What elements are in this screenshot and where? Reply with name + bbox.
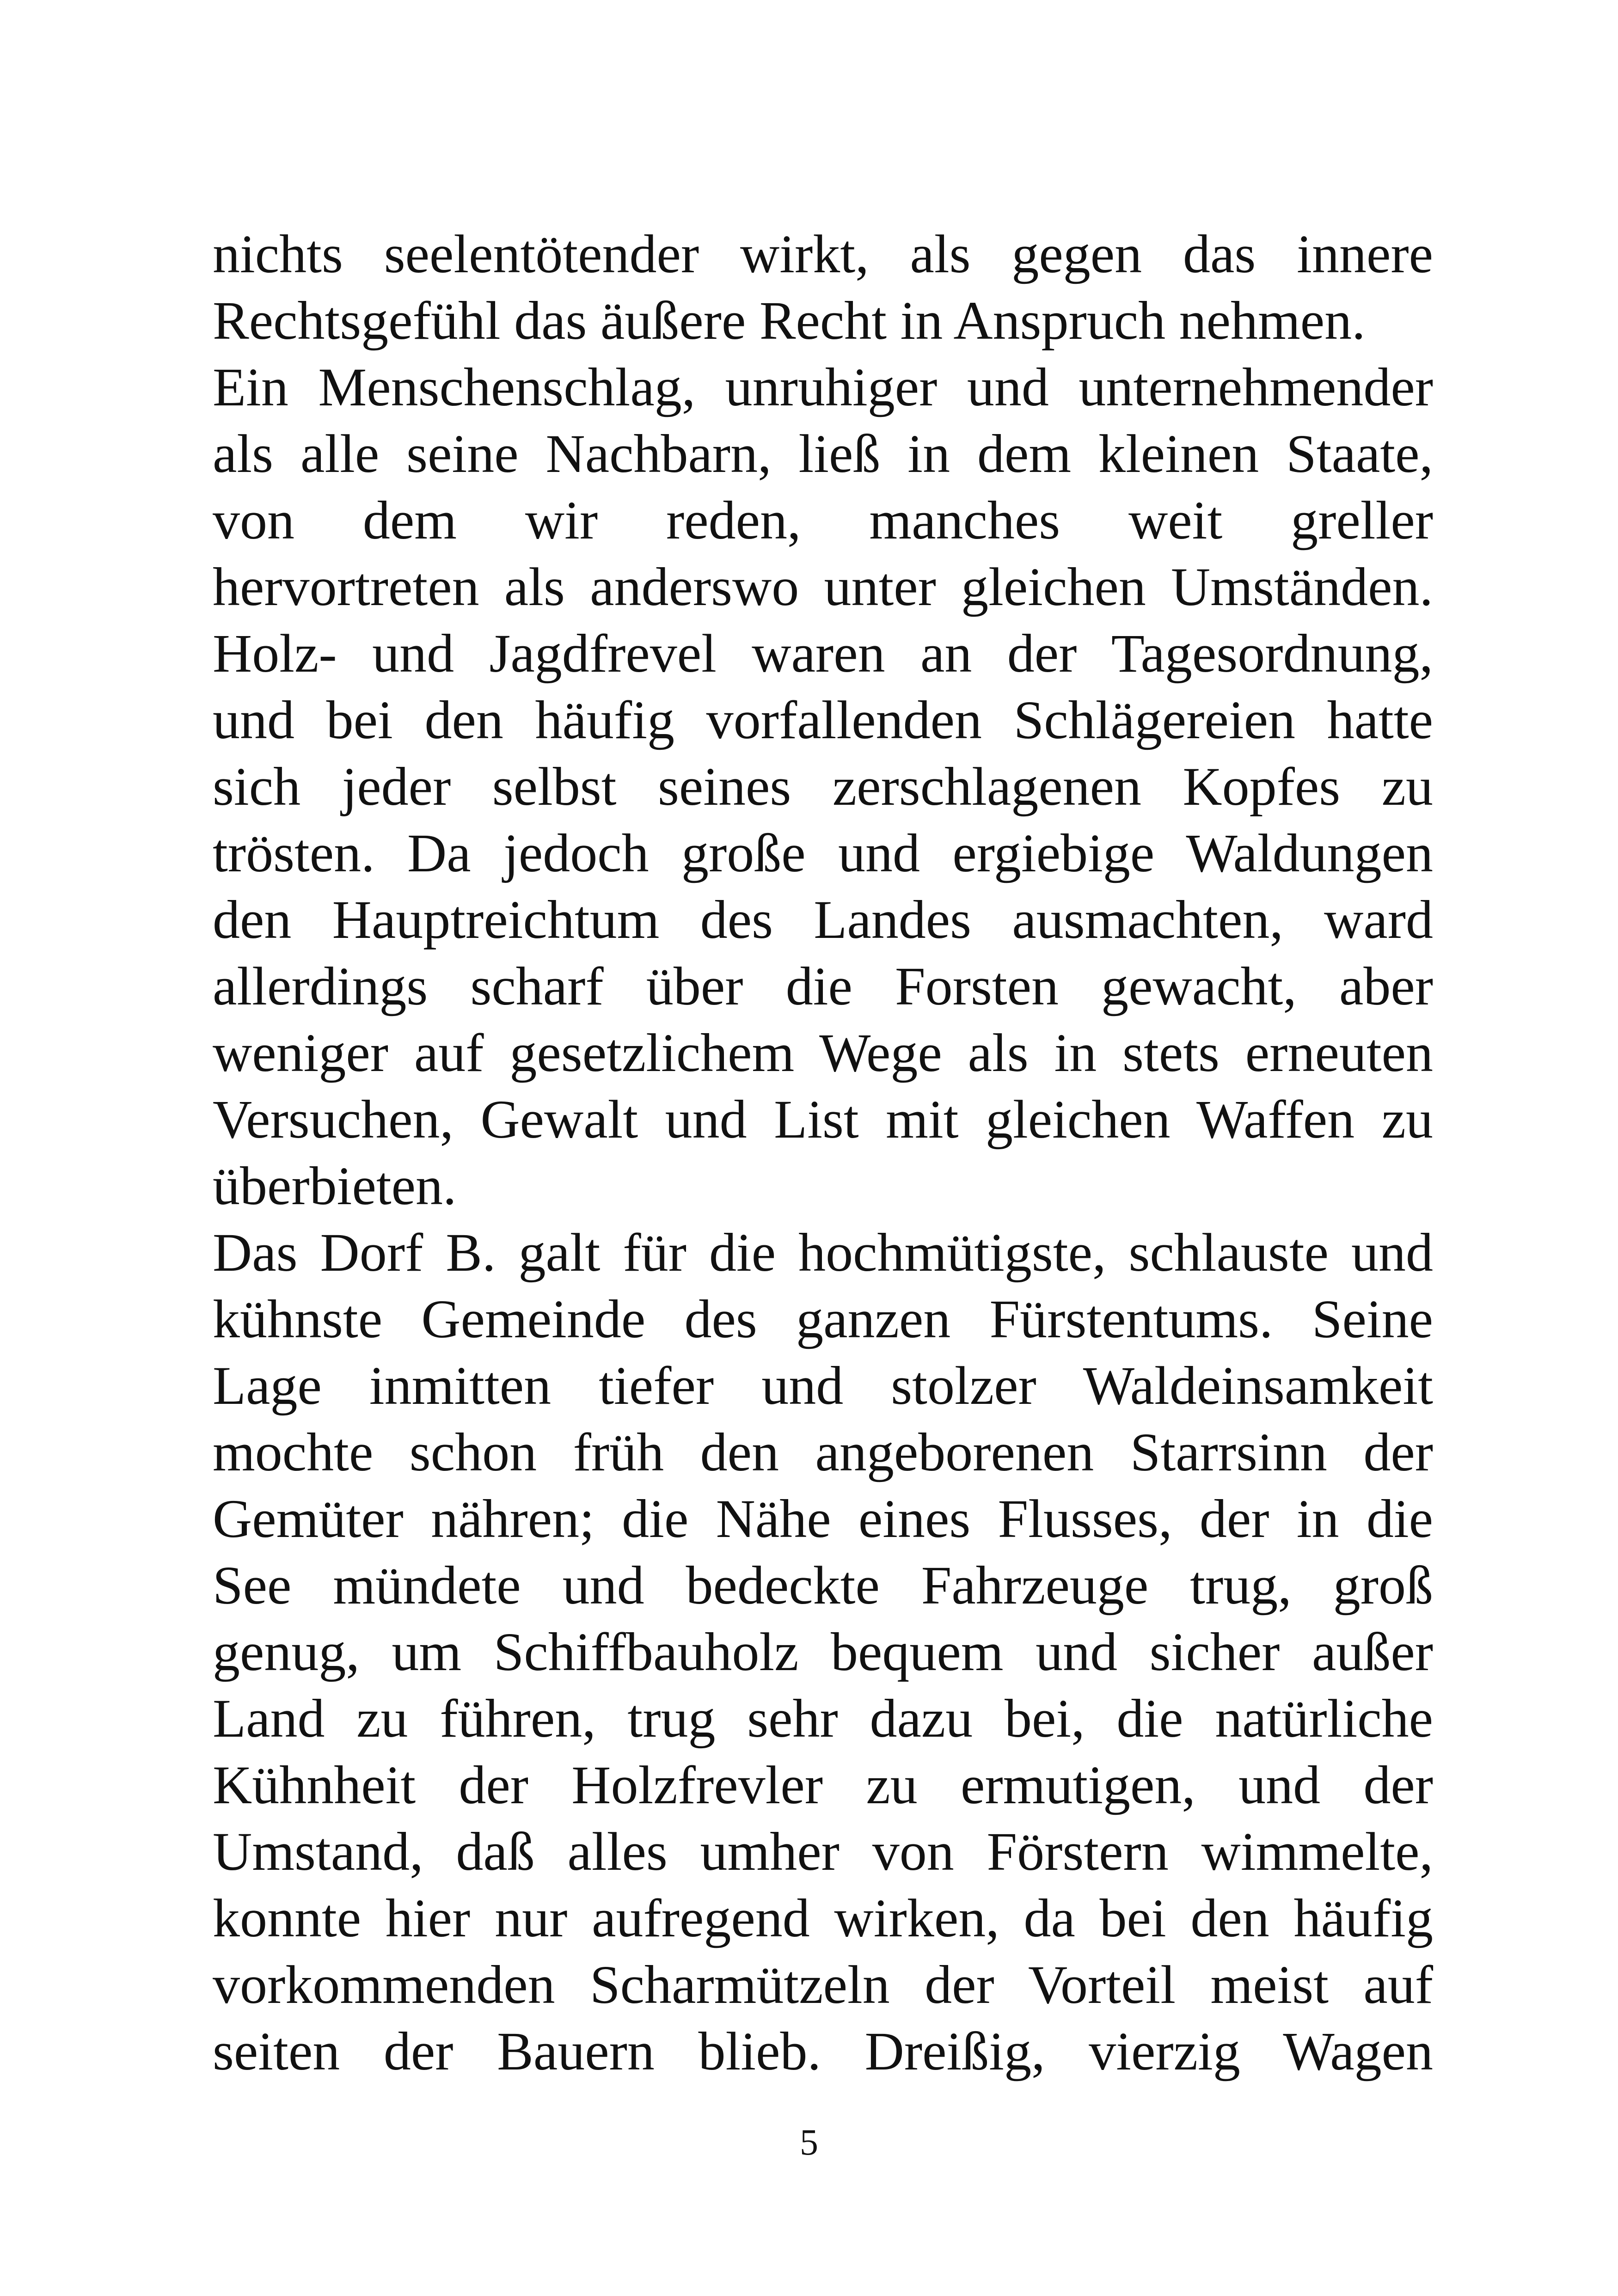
text-line: Land zu führen, trug sehr dazu bei, die natürliche <box>213 1688 1433 1749</box>
text-line: Lage inmitten tiefer und stolzer Waldeinsamkeit <box>213 1355 1433 1416</box>
text-line: seiten der Bauern blieb. Dreißig, vierzig Wagen <box>213 2021 1433 2082</box>
text-line: allerdings scharf über die Forsten gewacht, aber <box>213 956 1433 1016</box>
text-line: den Hauptreichtum des Landes ausmachten, ward <box>213 889 1433 950</box>
text-line: Gemüter nähren; die Nähe eines Flusses, der in die <box>213 1488 1433 1549</box>
text-line: als alle seine Nachbarn, ließ in dem kleinen Staate, <box>213 423 1433 484</box>
text-line: Umstand, daß alles umher von Förstern wimmelte, <box>213 1821 1433 1882</box>
text-line: Kühnheit der Holzfrevler zu ermutigen, und der <box>213 1755 1433 1815</box>
page-number: 5 <box>800 2122 818 2163</box>
text-line: nichts seelentötender wirkt, als gegen das innere <box>213 224 1433 284</box>
text-line: Ein Menschenschlag, unruhiger und unternehmender <box>213 357 1433 417</box>
text-line: kühnste Gemeinde des ganzen Fürstentums. Seine <box>213 1289 1433 1349</box>
text-line: sich jeder selbst seines zerschlagenen Kopfes zu <box>213 756 1433 817</box>
text-line: trösten. Da jedoch große und ergiebige Waldungen <box>213 823 1433 883</box>
text-line: See mündete und bedeckte Fahrzeuge trug, groß <box>213 1555 1433 1616</box>
text-line: konnte hier nur aufregend wirken, da bei den häufig <box>213 1888 1433 1948</box>
text-line: mochte schon früh den angeborenen Starrsinn der <box>213 1422 1433 1482</box>
text-line: Rechtsgefühl das äußere Recht in Anspruch nehmen. <box>213 290 1366 351</box>
text-line: überbieten. <box>213 1156 457 1216</box>
text-line: Versuchen, Gewalt und List mit gleichen Waffen zu <box>213 1089 1433 1150</box>
text-line: von dem wir reden, manches weit greller <box>213 490 1433 551</box>
text-line: und bei den häufig vorfallenden Schlägereien hatte <box>213 690 1433 750</box>
text-line: vorkommenden Scharmützeln der Vorteil meist auf <box>213 1954 1433 2015</box>
text-line: weniger auf gesetzlichem Wege als in stets erneuten <box>213 1022 1433 1083</box>
text-line: genug, um Schiffbauholz bequem und sicher außer <box>213 1622 1433 1682</box>
text-line: hervortreten als anderswo unter gleichen Umständen. <box>213 557 1433 617</box>
text-line: Holz- und Jagdfrevel waren an der Tagesordnung, <box>213 623 1433 684</box>
body-text <box>213 221 1433 2085</box>
text-line: Das Dorf B. galt für die hochmütigste, schlauste und <box>213 1222 1433 1283</box>
